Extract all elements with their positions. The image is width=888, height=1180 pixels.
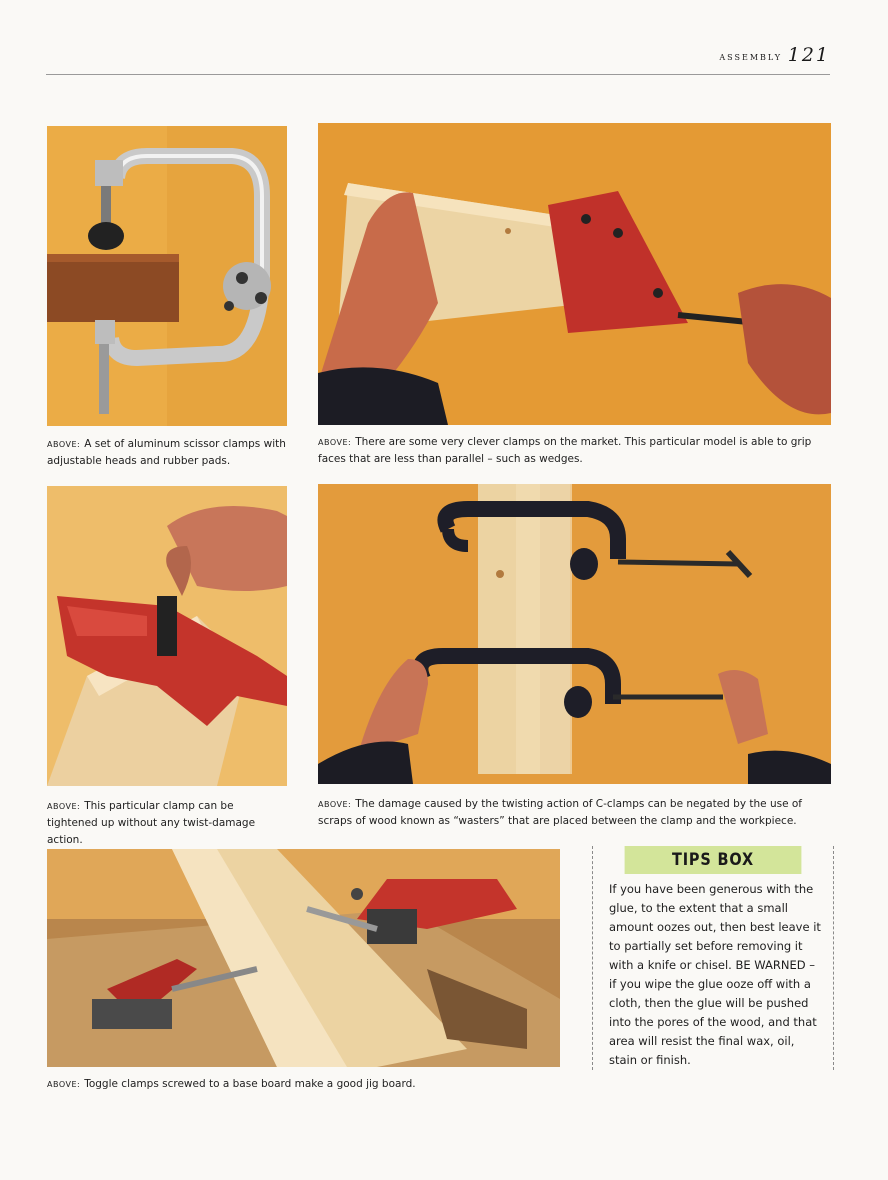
caption-lead: ABOVE: — [318, 800, 352, 809]
section-title: ASSEMBLY — [719, 53, 782, 62]
caption-text: There are some very clever clamps on the market. This particular model is able to grip faces that are less than parallel – such as wedges. — [318, 436, 812, 465]
page-number: 121 — [787, 44, 830, 66]
caption-2 — [318, 434, 831, 468]
caption-lead: ABOVE: — [47, 440, 81, 449]
caption-text: Toggle clamps screwed to a base board make a good jig board. — [84, 1078, 416, 1090]
caption-5 — [47, 1076, 560, 1093]
caption-lead: ABOVE: — [47, 802, 81, 811]
caption-text: The damage caused by the twisting action of C-clamps can be negated by the use of scraps of wood known as “wasters” that are placed between the clamp and the workpiece. — [318, 798, 803, 827]
tips-box-title: TIPS BOX — [625, 846, 802, 874]
caption-3 — [47, 798, 287, 849]
caption-1 — [47, 436, 287, 470]
caption-text: A set of aluminum scissor clamps with adjustable heads and rubber pads. — [47, 438, 286, 467]
photo-wedge-clamp — [318, 123, 831, 425]
tips-box — [592, 846, 834, 1070]
caption-4 — [318, 796, 831, 830]
photo-red-clamp — [47, 486, 287, 786]
photo-c-clamps-wasters — [318, 484, 831, 784]
photo-scissor-clamp — [47, 126, 287, 426]
tips-box-body: If you have been generous with the glue, to the extent that a small amount oozes out, then best leave it to partially set before removing it with a knife or chisel. BE WARNED – if you wipe the glue ooze off with a cloth, then the glue will be pushed into the pores of the wood, and that area will resist the final wax, oil, stain or finish. — [609, 882, 821, 1067]
caption-lead: ABOVE: — [47, 1080, 81, 1089]
caption-text: This particular clamp can be tightened up without any twist-damage action. — [47, 800, 256, 846]
photo-toggle-clamps — [47, 849, 560, 1067]
caption-lead: ABOVE: — [318, 438, 352, 447]
page-header — [46, 38, 830, 75]
